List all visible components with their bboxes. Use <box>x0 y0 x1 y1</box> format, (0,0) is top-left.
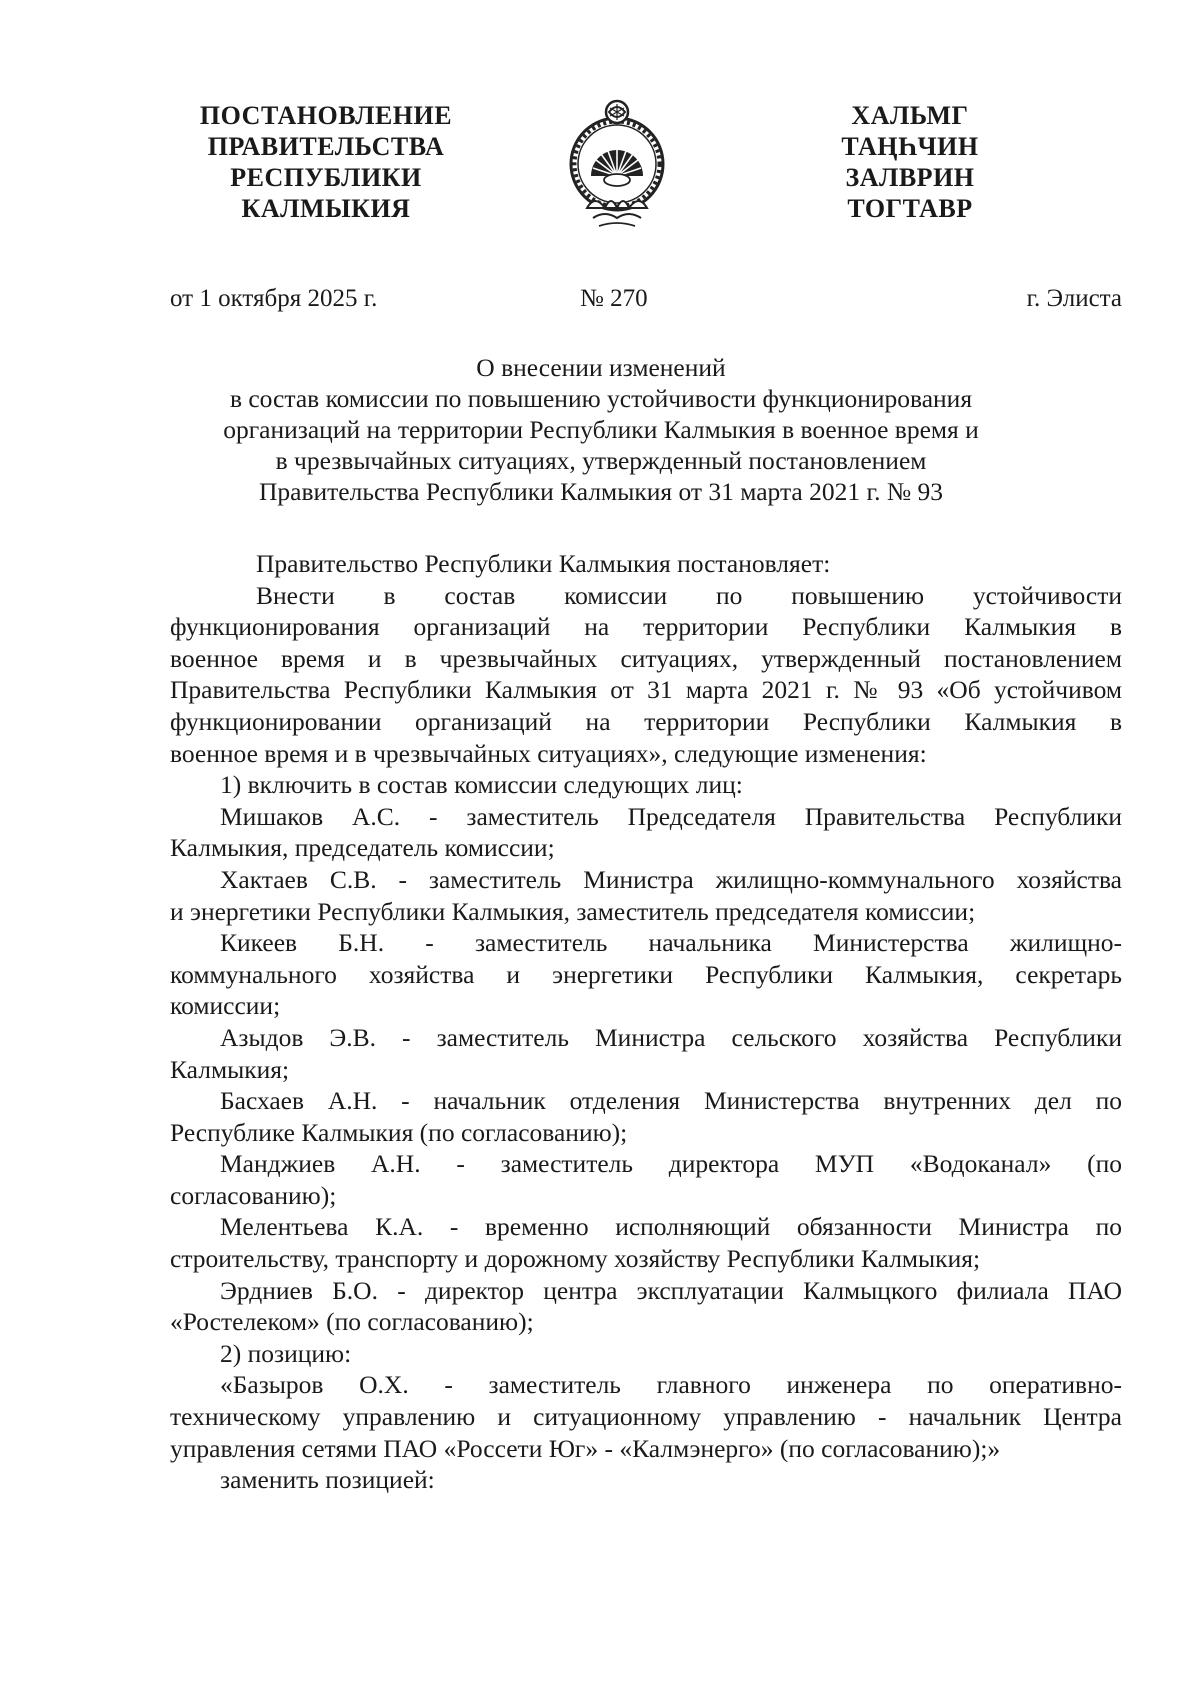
document-body <box>170 548 1122 1496</box>
body-line: коммунального хозяйства и энергетики Республики Калмыкия, секретарь <box>170 959 1122 989</box>
body-line: «Ростелеком» (по согласованию); <box>170 1307 534 1337</box>
title-line: в состав комиссии по повышению устойчивости функционирования <box>229 384 973 413</box>
header-right-line: ТАҢҺЧИН <box>841 132 979 161</box>
title-line: организаций на территории Республики Калмыкия в военное время и <box>223 415 979 444</box>
body-line: Эрдниев Б.О. - директор центра эксплуатации Калмыцкого филиала ПАО <box>220 1275 1122 1305</box>
document-number: № 270 <box>580 285 648 312</box>
document-title <box>160 352 1042 507</box>
header-left-line: РЕСПУБЛИКИ <box>230 163 422 192</box>
body-line: функционировании организаций на территории Республики Калмыкия в <box>170 706 1122 736</box>
header-left-line: ПОСТАНОВЛЕНИЕ <box>199 101 453 130</box>
body-line: Республике Калмыкия (по согласованию); <box>170 1117 628 1147</box>
body-line: Азыдов Э.В. - заместитель Министра сельского хозяйства Республики <box>220 1022 1122 1052</box>
title-line: в чрезвычайных ситуациях, утвержденный постановлением <box>275 446 927 475</box>
body-line: Манджиев А.Н. - заместитель директора МУП «Водоканал» (по <box>220 1149 1122 1179</box>
body-line: военное время и в чрезвычайных ситуациях», следующие изменения: <box>170 738 927 768</box>
body-line: 1) включить в состав комиссии следующих лиц: <box>220 770 743 800</box>
body-line: Внести в состав комиссии по повышению устойчивости <box>256 580 1122 610</box>
body-line: 2) позицию: <box>220 1338 352 1368</box>
body-line: управления сетями ПАО «Россети Юг» - «Калмэнерго» (по согласованию);» <box>170 1433 1001 1463</box>
body-line: Калмыкия; <box>170 1054 290 1084</box>
document-date: от 1 октября 2025 г. <box>170 285 378 312</box>
header-left-line: ПРАВИТЕЛЬСТВА <box>207 132 445 161</box>
body-line: Правительства Республики Калмыкия от 31 марта 2021 г. № 93 «Об устойчивом <box>170 675 1122 705</box>
header-left-line: КАЛМЫКИЯ <box>241 194 411 223</box>
header-right-line: ТОГТАВР <box>847 194 973 223</box>
body-line: Хактаев С.В. - заместитель Министра жилищно-коммунального хозяйства <box>220 864 1122 894</box>
title-line: О внесении изменений <box>476 353 726 382</box>
body-line: Мелентьева К.А. - временно исполняющий обязанности Министра по <box>220 1212 1122 1242</box>
body-line: строительству, транспорту и дорожному хозяйству Республики Калмыкия; <box>170 1244 981 1274</box>
header-title-russian <box>176 100 476 224</box>
body-line: Правительство Республики Калмыкия постановляет: <box>256 549 831 578</box>
body-line: Калмыкия, председатель комиссии; <box>170 833 555 863</box>
body-line: и энергетики Республики Калмыкия, заместитель председателя комиссии; <box>170 896 976 926</box>
emblem-of-kalmykia-icon <box>565 90 669 238</box>
header-right-line: ЗАЛВРИН <box>845 163 975 192</box>
body-line: «Базыров О.Х. - заместитель главного инженера по оперативно- <box>220 1370 1122 1400</box>
header-right-line: ХАЛЬМГ <box>851 101 969 130</box>
body-line: военное время и в чрезвычайных ситуациях, утвержденный постановлением <box>170 643 1122 673</box>
body-line: Басхаев А.Н. - начальник отделения Министерства внутренних дел по <box>220 1086 1122 1116</box>
body-line: техническому управлению и ситуационному управлению - начальник Центра <box>170 1402 1122 1432</box>
body-line: заменить позицией: <box>220 1465 435 1495</box>
header-title-kalmyk <box>810 100 1010 224</box>
body-line: согласованию); <box>170 1180 337 1210</box>
body-line: комиссии; <box>170 991 281 1021</box>
title-line: Правительства Республики Калмыкия от 31 марта 2021 г. № 93 <box>258 477 944 506</box>
body-line: функционирования организаций на территории Республики Калмыкия в <box>170 612 1122 642</box>
body-line: Мишаков А.С. - заместитель Председателя Правительства Республики <box>220 801 1122 831</box>
document-city: г. Элиста <box>1026 285 1122 312</box>
body-line: Кикеев Б.Н. - заместитель начальника Министерства жилищно- <box>220 928 1122 958</box>
